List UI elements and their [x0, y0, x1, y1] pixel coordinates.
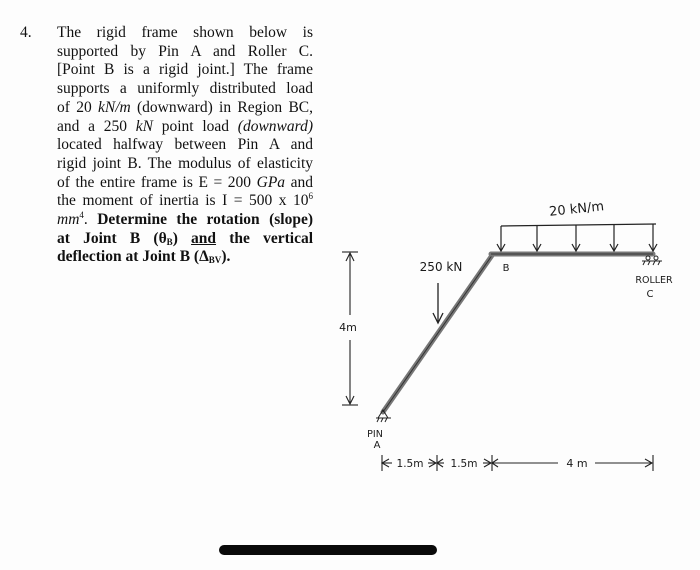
problem-line-12: at Joint B $(\theta_B)$ and the vertical [57, 229, 314, 247]
member-ab-edge [383, 254, 493, 412]
point-load-arrow [433, 283, 443, 323]
problem-line-5: of 20 kN/m (downward) in Region BC, [57, 98, 313, 116]
pin-label: PIN [367, 429, 383, 440]
problem-line-13: deflection at Joint B $(\Delta_{BV})$. [57, 248, 231, 266]
problem-line-7: located halfway between Pin A and [57, 136, 313, 154]
problem-line-3: [Point B is a rigid joint.] The frame [57, 61, 313, 79]
udl-top-line [501, 224, 656, 226]
problem-line-10: the moment of inertia is I = 500 x $10^6$ [57, 191, 313, 210]
problem-line-2: supported by Pin A and Roller C. [57, 42, 313, 60]
problem-line-6: and a 250 kN point load (downward) [57, 117, 313, 135]
dim-label-1: 1.5m [396, 458, 424, 470]
dim-label-3: 4 m [566, 457, 588, 470]
roller-letter-label: C [646, 289, 654, 300]
roller-support [642, 256, 662, 265]
question-number: 4. [20, 24, 32, 41]
dim-label-2: 1.5m [450, 458, 478, 470]
height-label: 4m [339, 321, 357, 334]
problem-line-4: supports a uniformly distributed load [57, 80, 313, 98]
joint-b-label: B [502, 263, 510, 274]
problem-line-1: The rigid frame shown below is [57, 24, 313, 41]
pin-letter-label: A [373, 440, 381, 451]
problem-line-9: of the entire frame is E = 200 GPa and [57, 173, 313, 191]
problem-line-11: $mm^4$. Determine the rotation (slope) [57, 210, 314, 229]
home-indicator-bar[interactable] [219, 545, 437, 555]
roller-label: ROLLER [635, 275, 673, 286]
problem-line-8: rigid joint B. The modulus of elasticity [57, 154, 313, 172]
distributed-load [497, 224, 657, 251]
point-load-label: 250 kN [419, 260, 463, 274]
udl-label: 20 kN/m [548, 199, 605, 220]
